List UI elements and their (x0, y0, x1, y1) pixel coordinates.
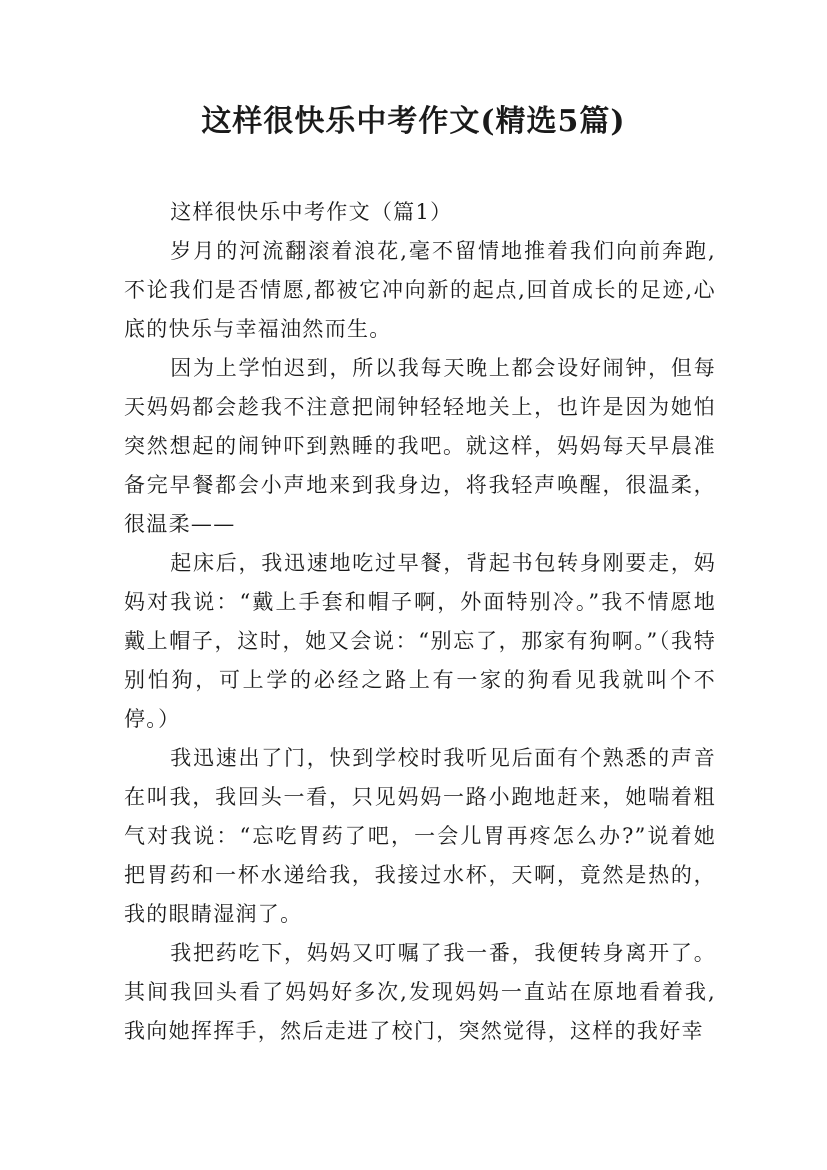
section-heading: 这样很快乐中考作文（篇1） (170, 200, 453, 224)
paragraph: 我迅速出了门，快到学校时我听见后面有个熟悉的声音在叫我，我回头一看，只见妈妈一路小跑地赶来，她喘着粗气对我说：“忘吃胃药了吧，一会儿胃再疼怎么办?”说着她把胃药和一杯水递给我，我接过水杯，天啊，竟然是热的，我的眼睛湿润了。 (124, 746, 716, 926)
paragraph: 我把药吃下，妈妈又叮嘱了我一番，我便转身离开了。其间我回头看了妈妈好多次,发现妈妈一直站在原地看着我,我向她挥挥手，然后走进了校门，突然觉得，这样的我好幸 (124, 941, 716, 1043)
paragraph: 起床后，我迅速地吃过早餐，背起书包转身刚要走，妈妈对我说：“戴上手套和帽子啊，外面特别冷。”我不情愿地戴上帽子，这时，她又会说：“别忘了，那家有狗啊。”（我特别怕狗，可上学的必经之路上有一家的狗看见我就叫个不停。） (124, 551, 716, 731)
paragraph: 因为上学怕迟到，所以我每天晚上都会设好闹钟，但每天妈妈都会趁我不注意把闹钟轻轻地关上，也许是因为她怕突然想起的闹钟吓到熟睡的我吧。就这样，妈妈每天早晨准备完早餐都会小声地来到我身边，将我轻声唤醒，很温柔，很温柔—— (124, 356, 716, 536)
document-title: 这样很快乐中考作文(精选5篇) (201, 104, 626, 139)
paragraph: 岁月的河流翻滚着浪花,毫不留情地推着我们向前奔跑,不论我们是否情愿,都被它冲向新的起点,回首成长的足迹,心底的快乐与幸福油然而生。 (124, 239, 716, 341)
document-body (124, 193, 716, 1051)
